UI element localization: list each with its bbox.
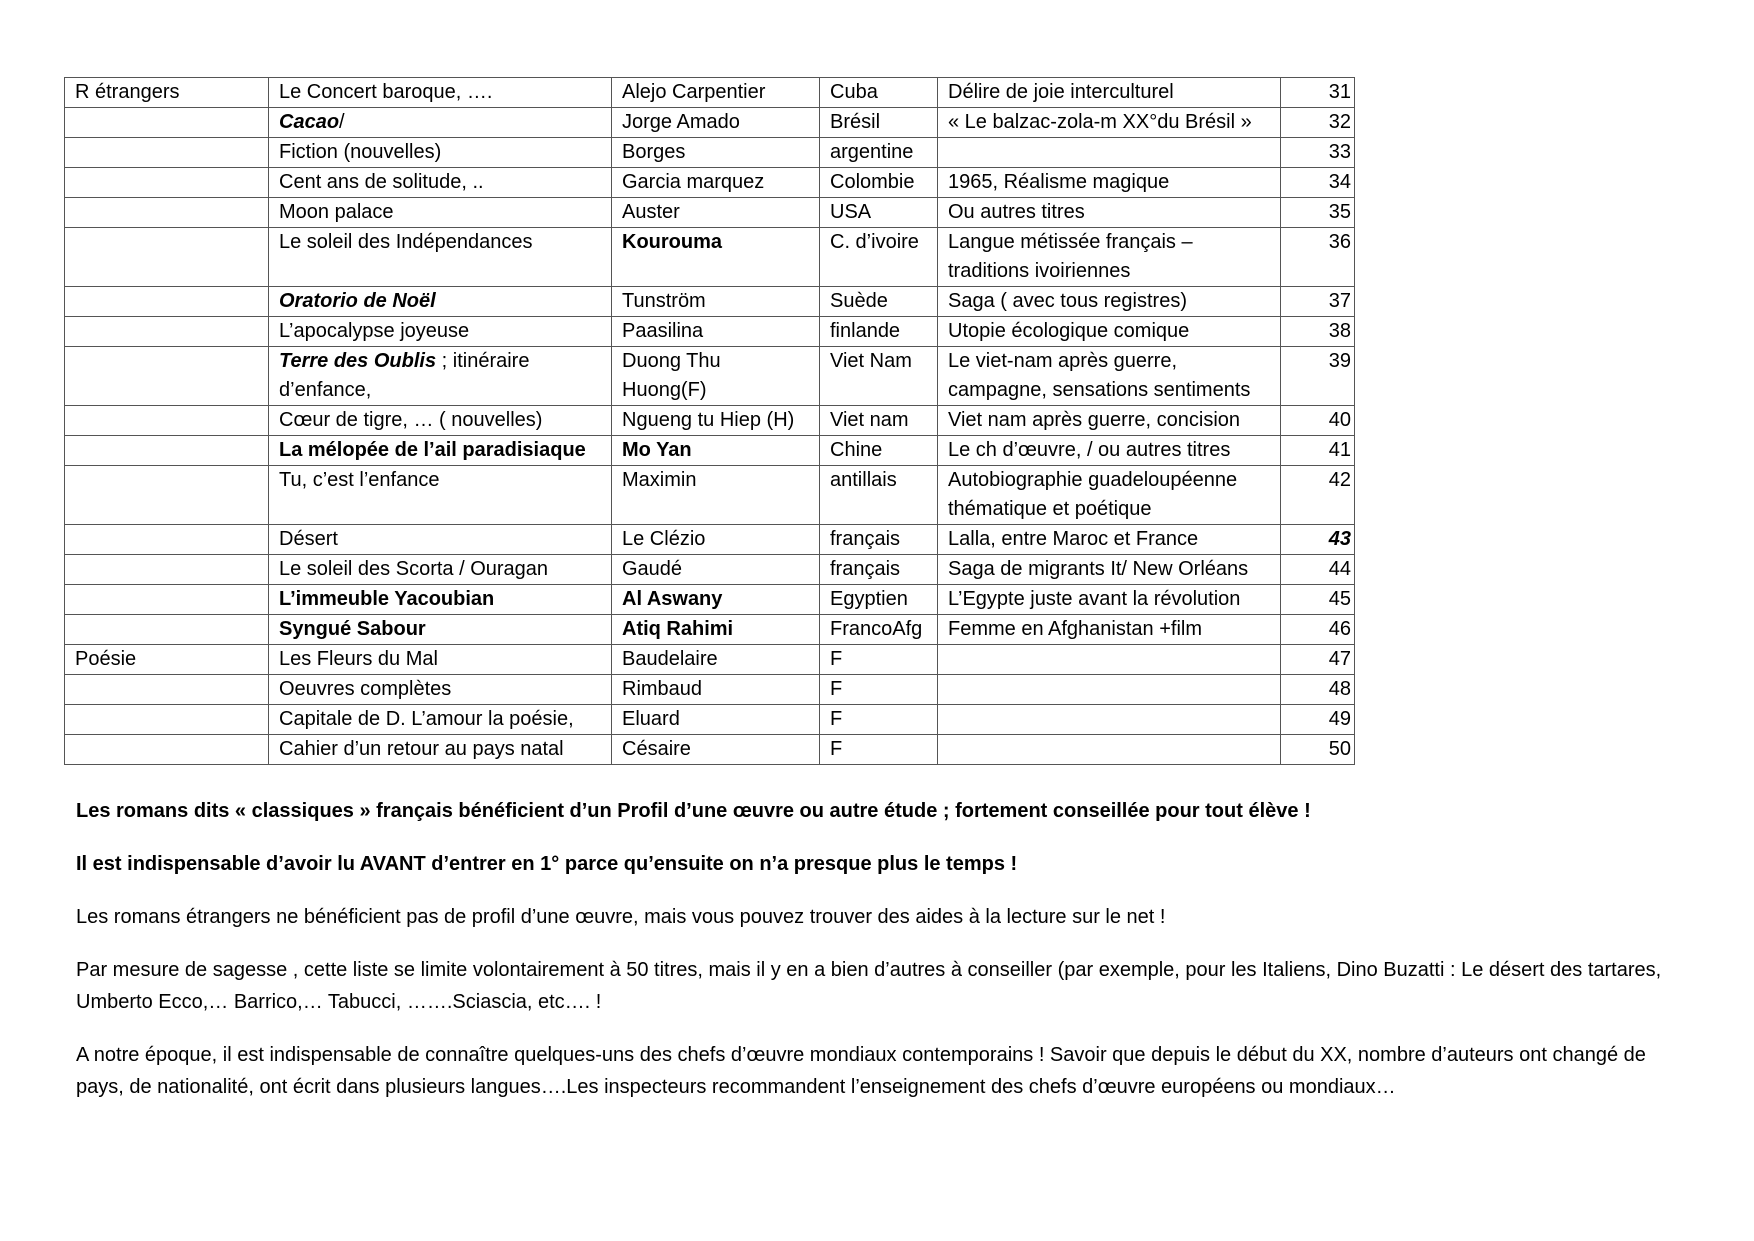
title-text: Le soleil des Scorta / Ouragan (279, 558, 549, 580)
note-classics: Les romans dits « classiques » français bénéficient d’un Profil d’une œuvre ou autre étude ; fortement conseillée pour tout élève ! (76, 800, 1311, 822)
title-cell (269, 108, 612, 138)
comment-cell: Le ch d’œuvre, / ou autres titres (938, 436, 1281, 466)
section-cell: R étrangers (65, 78, 269, 108)
title-cell (269, 168, 612, 198)
country-cell: F (820, 645, 938, 675)
number-cell: 47 (1281, 645, 1355, 675)
table-row (65, 198, 1355, 228)
section-cell (65, 317, 269, 347)
number-cell: 44 (1281, 555, 1355, 585)
title-cell (269, 406, 612, 436)
number-cell: 49 (1281, 705, 1355, 735)
number-cell: 33 (1281, 138, 1355, 168)
section-cell (65, 705, 269, 735)
number-cell: 45 (1281, 585, 1355, 615)
title-text: Cent ans de solitude, .. (279, 171, 484, 193)
section-cell (65, 108, 269, 138)
country-cell: F (820, 735, 938, 765)
title-text: L’apocalypse joyeuse (279, 320, 470, 342)
comment-cell (938, 705, 1281, 735)
author-cell: Tunström (612, 287, 820, 317)
section-cell (65, 436, 269, 466)
title-cell (269, 198, 612, 228)
title-text: Cacao (279, 111, 340, 133)
number-cell: 43 (1281, 525, 1355, 555)
title-cell (269, 347, 612, 406)
country-cell: Suède (820, 287, 938, 317)
author-cell: Duong Thu Huong(F) (612, 347, 820, 406)
country-cell: argentine (820, 138, 938, 168)
table-row (65, 287, 1355, 317)
note-list-limit: Par mesure de sagesse , cette liste se limite volontairement à 50 titres, mais il y en a bien d’autres à conseiller (par exemple, pour les Italiens, Dino Buzatti : Le désert des tartares, Umberto Ecco,… Barrico,… Tabucci, …….Sciascia, etc…. ! (76, 959, 1662, 1013)
country-cell: F (820, 675, 938, 705)
table-row (65, 406, 1355, 436)
author-cell: Gaudé (612, 555, 820, 585)
title-text: Les Fleurs du Mal (279, 648, 438, 670)
title-cell (269, 525, 612, 555)
country-cell: Viet nam (820, 406, 938, 436)
number-cell: 38 (1281, 317, 1355, 347)
comment-cell: Ou autres titres (938, 198, 1281, 228)
country-cell: C. d’ivoire (820, 228, 938, 287)
table-row (65, 675, 1355, 705)
reading-list-body (65, 78, 1355, 765)
author-cell: Atiq Rahimi (612, 615, 820, 645)
section-cell (65, 138, 269, 168)
section-cell (65, 168, 269, 198)
author-cell: Baudelaire (612, 645, 820, 675)
author-cell: Mo Yan (612, 436, 820, 466)
comment-cell: Autobiographie guadeloupéenne thématique et poétique (938, 466, 1281, 525)
section-cell (65, 525, 269, 555)
section-cell (65, 735, 269, 765)
country-cell: Cuba (820, 78, 938, 108)
comment-cell (938, 675, 1281, 705)
note-contemporary: A notre époque, il est indispensable de connaître quelques-uns des chefs d’œuvre mondiaux contemporains ! Savoir que depuis le début du XX, nombre d’auteurs ont changé de pays, de nationalité, ont écrit dans plusieurs langues….Les inspecteurs recommandent l’enseignement des chefs d’œuvre européens ou mondiaux… (76, 1044, 1646, 1098)
table-row (65, 108, 1355, 138)
title-text: Moon palace (279, 201, 394, 223)
country-cell: français (820, 525, 938, 555)
table-row (65, 525, 1355, 555)
comment-cell (938, 645, 1281, 675)
title-cell (269, 705, 612, 735)
title-cell (269, 466, 612, 525)
author-cell: Le Clézio (612, 525, 820, 555)
title-text: La mélopée de l’ail paradisiaque (279, 439, 586, 461)
author-cell: Eluard (612, 705, 820, 735)
country-cell: antillais (820, 466, 938, 525)
comment-cell: « Le balzac-zola-m XX°du Brésil » (938, 108, 1281, 138)
comment-cell: 1965, Réalisme magique (938, 168, 1281, 198)
section-cell: Poésie (65, 645, 269, 675)
author-cell: Borges (612, 138, 820, 168)
table-row (65, 347, 1355, 406)
author-cell: Césaire (612, 735, 820, 765)
section-cell (65, 228, 269, 287)
number-cell: 35 (1281, 198, 1355, 228)
title-text: Terre des Oublis (279, 350, 437, 372)
table-row (65, 585, 1355, 615)
number-cell: 46 (1281, 615, 1355, 645)
author-cell: Ngueng tu Hiep (H) (612, 406, 820, 436)
author-cell: Garcia marquez (612, 168, 820, 198)
table-row (65, 138, 1355, 168)
section-cell (65, 466, 269, 525)
country-cell: Chine (820, 436, 938, 466)
country-cell: français (820, 555, 938, 585)
number-cell: 32 (1281, 108, 1355, 138)
author-cell: Auster (612, 198, 820, 228)
table-row (65, 645, 1355, 675)
table-row (65, 615, 1355, 645)
title-text: Désert (279, 528, 338, 550)
number-cell: 39 (1281, 347, 1355, 406)
number-cell: 36 (1281, 228, 1355, 287)
section-cell (65, 287, 269, 317)
title-cell (269, 645, 612, 675)
number-cell: 40 (1281, 406, 1355, 436)
number-cell: 34 (1281, 168, 1355, 198)
section-cell (65, 585, 269, 615)
table-row (65, 168, 1355, 198)
title-cell (269, 675, 612, 705)
note-foreign-novels: Les romans étrangers ne bénéficient pas de profil d’une œuvre, mais vous pouvez trouver des aides à la lecture sur le net ! (76, 906, 1166, 928)
comment-cell: Lalla, entre Maroc et France (938, 525, 1281, 555)
country-cell: Colombie (820, 168, 938, 198)
author-cell: Jorge Amado (612, 108, 820, 138)
title-cell (269, 228, 612, 287)
number-cell: 31 (1281, 78, 1355, 108)
comment-cell (938, 735, 1281, 765)
comment-cell: Femme en Afghanistan +film (938, 615, 1281, 645)
section-cell (65, 555, 269, 585)
title-text: Cœur de tigre, … ( nouvelles) (279, 409, 543, 431)
author-cell: Paasilina (612, 317, 820, 347)
title-cell (269, 615, 612, 645)
title-text: Fiction (nouvelles) (279, 141, 442, 163)
comment-cell: Saga ( avec tous registres) (938, 287, 1281, 317)
table-row (65, 555, 1355, 585)
title-text: Oratorio de Noël (279, 290, 436, 312)
title-cell (269, 138, 612, 168)
title-cell (269, 287, 612, 317)
country-cell: USA (820, 198, 938, 228)
table-row (65, 735, 1355, 765)
author-cell: Al Aswany (612, 585, 820, 615)
title-cell (269, 735, 612, 765)
title-text: L’immeuble Yacoubian (279, 588, 495, 610)
comment-cell: Langue métissée français – traditions ivoiriennes (938, 228, 1281, 287)
title-cell (269, 555, 612, 585)
table-row (65, 705, 1355, 735)
country-cell: Egyptien (820, 585, 938, 615)
author-cell: Kourouma (612, 228, 820, 287)
reading-list-table (64, 77, 1355, 765)
title-text: Le soleil des Indépendances (279, 231, 533, 253)
title-text: ; itinéraire d’enfance, (279, 350, 530, 401)
title-cell (269, 436, 612, 466)
table-row (65, 436, 1355, 466)
number-cell: 48 (1281, 675, 1355, 705)
section-cell (65, 198, 269, 228)
title-text: / (339, 111, 345, 133)
comment-cell: Saga de migrants It/ New Orléans (938, 555, 1281, 585)
country-cell: F (820, 705, 938, 735)
section-cell (65, 675, 269, 705)
country-cell: FrancoAfg (820, 615, 938, 645)
comment-cell: Le viet-nam après guerre, campagne, sensations sentiments (938, 347, 1281, 406)
title-cell (269, 585, 612, 615)
title-text: Oeuvres complètes (279, 678, 452, 700)
author-cell: Maximin (612, 466, 820, 525)
country-cell: Brésil (820, 108, 938, 138)
comment-cell: Délire de joie interculturel (938, 78, 1281, 108)
title-text: Le Concert baroque, …. (279, 81, 493, 103)
number-cell: 37 (1281, 287, 1355, 317)
number-cell: 41 (1281, 436, 1355, 466)
comment-cell: L’Egypte juste avant la révolution (938, 585, 1281, 615)
section-cell (65, 347, 269, 406)
note-read-before: Il est indispensable d’avoir lu AVANT d’entrer en 1° parce qu’ensuite on n’a presque plus le temps ! (76, 853, 1018, 875)
notes-section (76, 795, 1686, 1124)
title-text: Tu, c’est l’enfance (279, 469, 440, 491)
number-cell: 42 (1281, 466, 1355, 525)
number-cell: 50 (1281, 735, 1355, 765)
title-cell (269, 317, 612, 347)
country-cell: Viet Nam (820, 347, 938, 406)
table-row (65, 466, 1355, 525)
author-cell: Alejo Carpentier (612, 78, 820, 108)
section-cell (65, 406, 269, 436)
title-text: Cahier d’un retour au pays natal (279, 738, 564, 760)
table-row (65, 317, 1355, 347)
comment-cell: Viet nam après guerre, concision (938, 406, 1281, 436)
title-text: Syngué Sabour (279, 618, 426, 640)
title-text: Capitale de D. L’amour la poésie, (279, 708, 574, 730)
comment-cell: Utopie écologique comique (938, 317, 1281, 347)
section-cell (65, 615, 269, 645)
author-cell: Rimbaud (612, 675, 820, 705)
title-cell (269, 78, 612, 108)
comment-cell (938, 138, 1281, 168)
country-cell: finlande (820, 317, 938, 347)
table-row (65, 228, 1355, 287)
table-row (65, 78, 1355, 108)
